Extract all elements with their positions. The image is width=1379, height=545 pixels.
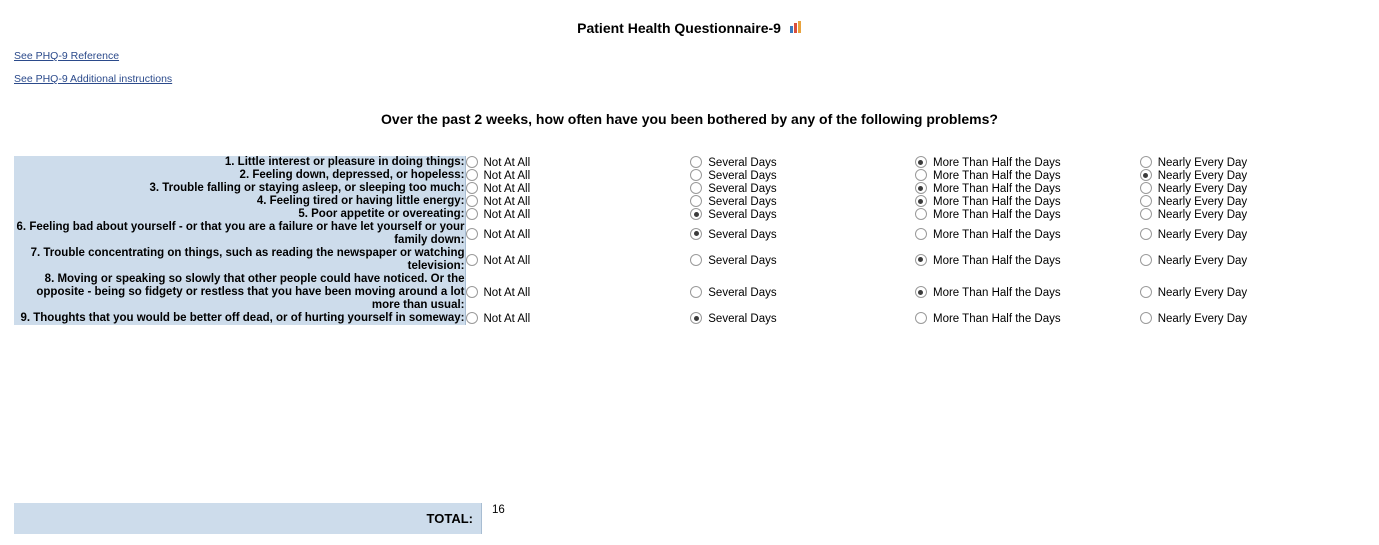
radio-q6-more-than-half-the-days[interactable] <box>915 228 927 240</box>
radio-q5-nearly-every-day[interactable] <box>1140 208 1152 220</box>
link-phq9-reference[interactable]: See PHQ-9 Reference <box>14 50 120 62</box>
option-cell-not-at-all[interactable] <box>465 247 690 273</box>
radio-q3-more-than-half-the-days[interactable] <box>915 182 927 194</box>
option-label: Not At All <box>483 170 531 182</box>
option-label: Several Days <box>708 209 777 221</box>
radio-q1-several-days[interactable] <box>690 156 702 168</box>
option-cell-nearly-every-day[interactable] <box>1140 312 1365 325</box>
option-label: Several Days <box>708 287 777 299</box>
option-label: More Than Half the Days <box>932 209 1061 221</box>
radio-q2-several-days[interactable] <box>690 169 702 181</box>
option-label: Not At All <box>483 228 531 241</box>
option-cell-more-than-half-the-days[interactable] <box>915 195 1140 208</box>
question-label: 4. Feeling tired or having little energy: <box>14 195 465 208</box>
option-cell-not-at-all[interactable] <box>465 195 690 208</box>
form-prompt: Over the past 2 weeks, how often have you been bothered by any of the following problems? <box>381 111 998 127</box>
option-cell-more-than-half-the-days[interactable] <box>915 169 1140 182</box>
option-label: Nearly Every Day <box>1157 183 1248 195</box>
option-cell-more-than-half-the-days[interactable] <box>915 312 1140 325</box>
radio-q7-not-at-all[interactable] <box>466 254 478 266</box>
question-label: 1. Little interest or pleasure in doing things: <box>14 156 465 169</box>
question-label: 6. Feeling bad about yourself - or that you are a failure or have let yourself or your family down: <box>14 221 465 247</box>
option-label: Not At All <box>483 287 531 299</box>
option-label: More Than Half the Days <box>932 183 1061 195</box>
radio-q5-not-at-all[interactable] <box>466 208 478 220</box>
option-label: Nearly Every Day <box>1157 157 1248 169</box>
option-cell-not-at-all[interactable] <box>465 182 690 195</box>
radio-q6-several-days[interactable] <box>690 228 702 240</box>
option-label: Nearly Every Day <box>1157 313 1248 325</box>
radio-q6-nearly-every-day[interactable] <box>1140 228 1152 240</box>
option-label: More Than Half the Days <box>932 228 1061 241</box>
table-row <box>14 169 1365 182</box>
radio-q3-several-days[interactable] <box>690 182 702 194</box>
radio-q9-several-days[interactable] <box>690 312 702 324</box>
table-row <box>14 156 1365 169</box>
option-label: More Than Half the Days <box>932 254 1061 267</box>
option-cell-more-than-half-the-days[interactable] <box>915 156 1140 169</box>
radio-q4-not-at-all[interactable] <box>466 195 478 207</box>
option-cell-several-days[interactable] <box>690 195 915 208</box>
option-cell-nearly-every-day[interactable] <box>1140 247 1365 273</box>
radio-q2-not-at-all[interactable] <box>466 169 478 181</box>
page-title <box>0 20 1379 37</box>
option-cell-several-days[interactable] <box>690 208 915 221</box>
radio-q1-nearly-every-day[interactable] <box>1140 156 1152 168</box>
link-phq9-additional-instructions[interactable]: See PHQ-9 Additional instructions <box>14 73 173 85</box>
option-label: Several Days <box>708 313 777 325</box>
reference-links <box>14 50 172 96</box>
option-label: Nearly Every Day <box>1157 287 1248 299</box>
table-row <box>14 182 1365 195</box>
option-cell-nearly-every-day[interactable] <box>1140 182 1365 195</box>
option-label: More Than Half the Days <box>932 196 1061 208</box>
question-label: 8. Moving or speaking so slowly that other people could have noticed. Or the opposite - being so fidgety or restless that you have been moving around a lot more than usual: <box>14 273 465 312</box>
radio-q8-more-than-half-the-days[interactable] <box>915 286 927 298</box>
total-label: TOTAL: <box>14 503 482 534</box>
option-label: More Than Half the Days <box>932 170 1061 182</box>
total-value: 16 <box>492 504 505 516</box>
option-label: Several Days <box>708 196 777 208</box>
question-label: 3. Trouble falling or staying asleep, or sleeping too much: <box>14 182 465 195</box>
radio-q7-several-days[interactable] <box>690 254 702 266</box>
radio-q7-more-than-half-the-days[interactable] <box>915 254 927 266</box>
option-cell-several-days[interactable] <box>690 156 915 169</box>
bar-chart-icon <box>790 20 802 36</box>
option-label: Not At All <box>483 157 531 169</box>
option-label: More Than Half the Days <box>932 313 1061 325</box>
radio-q4-nearly-every-day[interactable] <box>1140 195 1152 207</box>
option-cell-not-at-all[interactable] <box>465 208 690 221</box>
radio-q7-nearly-every-day[interactable] <box>1140 254 1152 266</box>
question-label: 7. Trouble concentrating on things, such as reading the newspaper or watching television: <box>14 247 465 273</box>
option-label: Several Days <box>708 228 777 241</box>
radio-q4-more-than-half-the-days[interactable] <box>915 195 927 207</box>
option-cell-not-at-all[interactable] <box>465 273 690 312</box>
radio-q1-more-than-half-the-days[interactable] <box>915 156 927 168</box>
option-cell-nearly-every-day[interactable] <box>1140 208 1365 221</box>
radio-q2-nearly-every-day[interactable] <box>1140 169 1152 181</box>
question-label: 9. Thoughts that you would be better off dead, or of hurting yourself in someway: <box>14 312 465 325</box>
page-title-text: Patient Health Questionnaire-9 <box>577 20 781 36</box>
option-label: Nearly Every Day <box>1157 254 1248 267</box>
option-label: Not At All <box>483 313 531 325</box>
table-row <box>14 208 1365 221</box>
option-cell-several-days[interactable] <box>690 182 915 195</box>
option-label: Several Days <box>708 254 777 267</box>
option-label: Not At All <box>483 254 531 267</box>
option-cell-not-at-all[interactable] <box>465 169 690 182</box>
radio-q8-not-at-all[interactable] <box>466 286 478 298</box>
option-label: Nearly Every Day <box>1157 228 1248 241</box>
radio-q6-not-at-all[interactable] <box>466 228 478 240</box>
question-label: 2. Feeling down, depressed, or hopeless: <box>14 169 465 182</box>
radio-q1-not-at-all[interactable] <box>466 156 478 168</box>
questions-body <box>14 156 1365 325</box>
radio-q3-not-at-all[interactable] <box>466 182 478 194</box>
total-row <box>14 503 1365 534</box>
option-label: Not At All <box>483 209 531 221</box>
option-cell-more-than-half-the-days[interactable] <box>915 221 1140 247</box>
option-label: More Than Half the Days <box>932 287 1061 299</box>
option-cell-more-than-half-the-days[interactable] <box>915 273 1140 312</box>
radio-q3-nearly-every-day[interactable] <box>1140 182 1152 194</box>
option-label: Several Days <box>708 157 777 169</box>
option-cell-more-than-half-the-days[interactable] <box>915 247 1140 273</box>
option-cell-not-at-all[interactable] <box>465 221 690 247</box>
option-cell-several-days[interactable] <box>690 312 915 325</box>
radio-q9-not-at-all[interactable] <box>466 312 478 324</box>
option-cell-nearly-every-day[interactable] <box>1140 156 1365 169</box>
radio-q5-more-than-half-the-days[interactable] <box>915 208 927 220</box>
radio-q5-several-days[interactable] <box>690 208 702 220</box>
option-cell-nearly-every-day[interactable] <box>1140 169 1365 182</box>
radio-q9-nearly-every-day[interactable] <box>1140 312 1152 324</box>
table-row <box>14 312 1365 325</box>
table-row <box>14 273 1365 312</box>
option-cell-not-at-all[interactable] <box>465 156 690 169</box>
radio-q9-more-than-half-the-days[interactable] <box>915 312 927 324</box>
table-row <box>14 247 1365 273</box>
option-label: Not At All <box>483 183 531 195</box>
option-cell-several-days[interactable] <box>690 273 915 312</box>
option-cell-several-days[interactable] <box>690 169 915 182</box>
option-cell-more-than-half-the-days[interactable] <box>915 182 1140 195</box>
table-row <box>14 221 1365 247</box>
option-cell-several-days[interactable] <box>690 247 915 273</box>
radio-q2-more-than-half-the-days[interactable] <box>915 169 927 181</box>
total-table <box>14 503 1365 534</box>
option-cell-more-than-half-the-days[interactable] <box>915 208 1140 221</box>
questions-table <box>14 156 1365 325</box>
option-cell-nearly-every-day[interactable] <box>1140 221 1365 247</box>
option-label: Not At All <box>483 196 531 208</box>
option-label: Nearly Every Day <box>1157 196 1248 208</box>
option-label: Several Days <box>708 170 777 182</box>
option-cell-nearly-every-day[interactable] <box>1140 195 1365 208</box>
radio-q8-nearly-every-day[interactable] <box>1140 286 1152 298</box>
option-cell-not-at-all[interactable] <box>465 312 690 325</box>
option-label: Several Days <box>708 183 777 195</box>
option-label: Nearly Every Day <box>1157 170 1248 182</box>
table-row <box>14 195 1365 208</box>
option-label: More Than Half the Days <box>932 157 1061 169</box>
option-label: Nearly Every Day <box>1157 209 1248 221</box>
question-label: 5. Poor appetite or overeating: <box>14 208 465 221</box>
radio-q8-several-days[interactable] <box>690 286 702 298</box>
radio-q4-several-days[interactable] <box>690 195 702 207</box>
option-cell-several-days[interactable] <box>690 221 915 247</box>
option-cell-nearly-every-day[interactable] <box>1140 273 1365 312</box>
